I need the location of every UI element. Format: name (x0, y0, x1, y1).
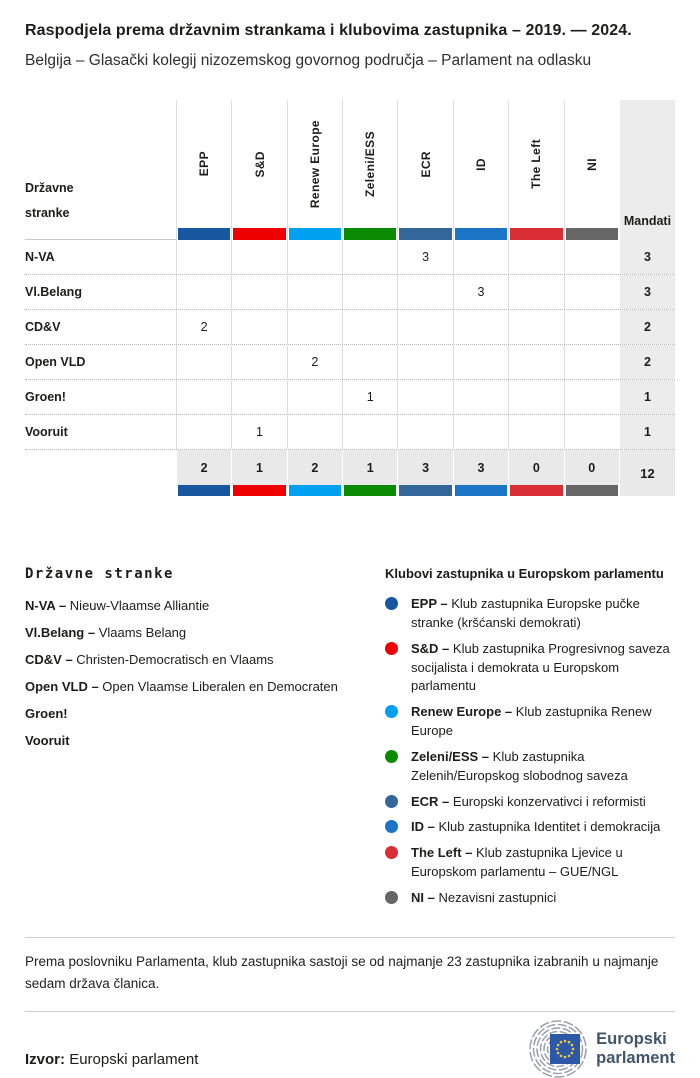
seat-cell-the-left (508, 310, 563, 344)
group-color-dot (385, 642, 398, 655)
group-legend-text (411, 844, 675, 882)
column-total-value: 0 (565, 450, 619, 485)
seat-cell-ni (564, 415, 619, 449)
seat-cell-zeleni-ess (342, 240, 397, 274)
seat-cell-id (453, 310, 508, 344)
party-name: Groen! (25, 390, 66, 404)
grand-total-cell: 12 (619, 450, 675, 496)
group-legend-item-zeleni-ess (385, 748, 675, 786)
group-legend-item-s-d (385, 640, 675, 697)
group-color-bar (510, 485, 562, 496)
column-header-label-wrap (343, 100, 397, 228)
table-row-cd-v (25, 310, 675, 345)
political-groups-legend-title: Klubovi zastupnika u Europskom parlamentu (385, 566, 664, 581)
column-total-id (453, 450, 508, 496)
seat-cell-ni (564, 380, 619, 414)
column-total-value: 2 (288, 450, 342, 485)
source-row (25, 1020, 675, 1078)
group-legend-text (411, 748, 675, 786)
seats-total-cell: 2 (619, 345, 675, 379)
group-color-bar (510, 228, 562, 240)
seat-cell-ni (564, 240, 619, 274)
national-parties-legend-title: Državne stranke (25, 566, 174, 582)
party-legend-item-cd-v (25, 651, 385, 669)
column-header-label: EPP (197, 151, 212, 177)
seat-cell-epp (176, 275, 231, 309)
seat-cell-ecr (397, 415, 452, 449)
column-header-label: ID (474, 157, 489, 171)
party-name: Vooruit (25, 425, 68, 439)
seat-cell-id (453, 240, 508, 274)
column-total-value: 2 (177, 450, 231, 485)
party-legend-desc: Christen-Democratisch en Vlaams (76, 652, 274, 668)
row-header-line2: stranke (25, 206, 70, 221)
table-row-vooruit (25, 415, 675, 450)
party-legend-label: Vooruit (25, 733, 70, 749)
seat-cell-the-left (508, 240, 563, 274)
row-header-label (25, 100, 176, 240)
party-legend-item-groen (25, 705, 385, 723)
seat-cell-ecr (397, 380, 452, 414)
column-total-ni (564, 450, 619, 496)
seat-cell-renew-europe (287, 415, 342, 449)
group-color-bar (399, 485, 451, 496)
seat-cell-zeleni-ess (342, 275, 397, 309)
seat-cell-renew-europe (287, 310, 342, 344)
group-legend-item-ecr (385, 793, 675, 812)
seat-cell-ecr: 3 (397, 240, 452, 274)
national-parties-legend (25, 566, 385, 915)
column-header-label-wrap (454, 100, 508, 228)
seat-cell-s-d (231, 380, 286, 414)
page-subtitle: Belgija – Glasački kolegij nizozemskog govornog područja – Parlament na odlasku (25, 52, 592, 69)
seat-cell-epp (176, 380, 231, 414)
group-legend-label: ID – (411, 819, 439, 835)
group-legend-text (411, 818, 660, 837)
seats-column-header: Mandati (619, 100, 675, 240)
group-color-bar (399, 228, 451, 240)
column-total-value: 1 (343, 450, 397, 485)
group-color-dot (385, 846, 398, 859)
group-color-bar (178, 228, 230, 240)
seat-cell-s-d (231, 240, 286, 274)
group-color-bar (455, 485, 507, 496)
seat-cell-the-left (508, 380, 563, 414)
group-legend-item-ni (385, 889, 675, 908)
page-title: Raspodjela prema državnim strankama i klubovima zastupnika – 2019. — 2024. (25, 22, 632, 39)
seats-total-cell: 1 (619, 380, 675, 414)
table-header-row (25, 100, 675, 240)
group-legend-text (411, 595, 675, 633)
group-color-dot (385, 795, 398, 808)
group-legend-item-renew-europe (385, 703, 675, 741)
seats-total-cell: 3 (619, 240, 675, 274)
group-color-dot (385, 820, 398, 833)
column-header-the-left (508, 100, 563, 240)
group-legend-label: Zeleni/ESS – (411, 748, 493, 764)
political-groups-legend (385, 566, 675, 915)
group-color-bar (289, 485, 341, 496)
column-header-ecr (397, 100, 452, 240)
group-color-bar (233, 228, 285, 240)
party-legend-desc: Open Vlaamse Liberalen en Democraten (102, 679, 338, 695)
ep-logo-line1: Europski (596, 1030, 667, 1049)
column-header-label-wrap (509, 100, 563, 228)
source-value: Europski parlament (69, 1051, 199, 1069)
national-parties-legend-items (25, 597, 385, 750)
column-total-value: 1 (232, 450, 286, 485)
column-total-renew-europe (287, 450, 342, 496)
row-header-line1: Državne (25, 180, 74, 195)
column-header-s-d (231, 100, 286, 240)
seat-cell-zeleni-ess (342, 310, 397, 344)
divider (25, 1011, 675, 1012)
column-header-label-wrap (288, 100, 342, 228)
column-header-renew-europe (287, 100, 342, 240)
column-header-label-wrap (232, 100, 286, 228)
seat-cell-renew-europe (287, 380, 342, 414)
group-color-dot (385, 750, 398, 763)
group-legend-text (411, 793, 646, 812)
totals-label-spacer (25, 450, 176, 496)
seat-cell-id: 3 (453, 275, 508, 309)
party-legend-label: Groen! (25, 706, 68, 722)
column-header-id (453, 100, 508, 240)
group-legend-desc: Nezavisni zastupnici (438, 889, 557, 905)
group-legend-desc: Europski konzervativci i reformisti (452, 793, 646, 809)
seat-cell-epp: 2 (176, 310, 231, 344)
seat-cell-zeleni-ess: 1 (342, 380, 397, 414)
seats-table (25, 100, 675, 496)
group-legend-label: EPP – (411, 596, 452, 611)
seat-cell-ni (564, 275, 619, 309)
column-header-label: ECR (418, 150, 433, 178)
seat-cell-the-left (508, 345, 563, 379)
seat-cell-renew-europe (287, 275, 342, 309)
column-total-the-left (508, 450, 563, 496)
party-legend-label: CD&V – (25, 652, 77, 668)
seat-cell-epp (176, 415, 231, 449)
seat-cell-ni (564, 345, 619, 379)
seat-cell-s-d (231, 275, 286, 309)
party-name: Vl.Belang (25, 285, 82, 299)
group-color-bar (566, 228, 618, 240)
seat-cell-the-left (508, 415, 563, 449)
seat-cell-s-d: 1 (231, 415, 286, 449)
column-header-label: S&D (252, 150, 267, 178)
seat-cell-epp (176, 345, 231, 379)
eu-flag-icon (550, 1034, 580, 1064)
divider (25, 937, 675, 938)
seat-cell-ecr (397, 275, 452, 309)
group-legend-desc: Klub zastupnika Renew Europe (411, 704, 652, 739)
ep-logo (510, 1020, 675, 1078)
ep-logo-wordmark (596, 1030, 675, 1068)
group-color-dot (385, 597, 398, 610)
column-header-label: NI (584, 157, 599, 171)
seat-cell-the-left (508, 275, 563, 309)
seats-total-cell: 1 (619, 415, 675, 449)
group-legend-label: Renew Europe – (411, 704, 516, 720)
column-total-s-d (231, 450, 286, 496)
group-legend-label: NI – (411, 889, 439, 905)
table-row-open-vld (25, 345, 675, 380)
group-legend-item-the-left (385, 844, 675, 882)
column-header-epp (176, 100, 231, 240)
table-row-vl-belang (25, 275, 675, 310)
table-body (25, 240, 675, 450)
party-legend-desc: Vlaams Belang (98, 625, 187, 641)
party-name: CD&V (25, 320, 61, 334)
column-header-label-wrap (398, 100, 452, 228)
column-total-value: 0 (509, 450, 563, 485)
group-legend-text (411, 640, 675, 697)
seat-cell-epp (176, 240, 231, 274)
party-name: Open VLD (25, 355, 86, 369)
group-color-bar (344, 228, 396, 240)
column-header-zeleni-ess (342, 100, 397, 240)
group-legend-item-epp (385, 595, 675, 633)
group-legend-desc: Klub zastupnika Europske pučke stranke (kršćanski demokrati) (411, 596, 640, 630)
group-legend-desc: Klub zastupnika Progresivnog saveza socijalista i demokrata u Europskom parlamentu (411, 640, 670, 694)
group-legend-desc: Klub zastupnika Zelenih/Europskog slobodnog saveza (411, 748, 628, 783)
party-legend-label: N-VA – (25, 598, 70, 613)
column-header-label: Zeleni/ESS (363, 130, 378, 198)
group-legend-text (411, 703, 675, 741)
party-legend-desc: Nieuw-Vlaamse Alliantie (69, 598, 210, 613)
party-legend-item-vooruit (25, 732, 385, 750)
seats-total-cell: 2 (619, 310, 675, 344)
seat-cell-id (453, 380, 508, 414)
party-legend-item-open-vld (25, 678, 385, 696)
column-header-label-wrap (177, 100, 231, 228)
column-total-value: 3 (454, 450, 508, 485)
group-color-bar (344, 485, 396, 496)
seat-cell-id (453, 345, 508, 379)
seat-cell-id (453, 415, 508, 449)
party-legend-label: Open VLD – (25, 679, 103, 695)
party-legend-label: Vl.Belang – (25, 625, 99, 641)
table-row-groen (25, 380, 675, 415)
group-color-bar (178, 485, 230, 496)
column-total-ecr (397, 450, 452, 496)
column-header-label-wrap (565, 100, 619, 228)
group-legend-label: The Left – (411, 845, 477, 861)
group-color-dot (385, 891, 398, 904)
party-legend-item-n-va (25, 597, 385, 615)
seats-total-cell: 3 (619, 275, 675, 309)
group-color-bar (455, 228, 507, 240)
group-legend-label: S&D – (411, 640, 453, 656)
totals-row (25, 450, 675, 496)
column-total-epp (176, 450, 231, 496)
political-groups-legend-items (385, 595, 675, 908)
table-row-n-va (25, 240, 675, 275)
group-legend-desc: Klub zastupnika Identitet i demokracija (438, 819, 661, 835)
seat-cell-ecr (397, 310, 452, 344)
group-legend-desc: Klub zastupnika Ljevice u Europskom parlamentu – GUE/NGL (411, 845, 623, 880)
column-total-zeleni-ess (342, 450, 397, 496)
seat-cell-renew-europe (287, 240, 342, 274)
ep-logo-graphic (510, 1020, 590, 1078)
seat-cell-zeleni-ess (342, 345, 397, 379)
group-color-bar (233, 485, 285, 496)
seat-cell-ni (564, 310, 619, 344)
group-legend-text (411, 889, 556, 908)
group-color-bar (289, 228, 341, 240)
column-header-ni (564, 100, 619, 240)
source-line (25, 1051, 198, 1068)
group-legend-item-id (385, 818, 675, 837)
group-color-dot (385, 705, 398, 718)
group-color-bar (566, 485, 618, 496)
column-header-label: Renew Europe (307, 119, 322, 209)
seat-cell-ecr (397, 345, 452, 379)
seat-cell-s-d (231, 310, 286, 344)
legends (25, 566, 675, 915)
group-legend-label: ECR – (411, 793, 453, 809)
source-label: Izvor: (25, 1051, 66, 1069)
party-name: N-VA (25, 250, 55, 264)
seat-cell-zeleni-ess (342, 415, 397, 449)
footnote: Prema poslovniku Parlamenta, klub zastupnika sastoji se od najmanje 23 zastupnika izabranih u najmanje sedam država članica. (25, 953, 659, 992)
seat-cell-renew-europe: 2 (287, 345, 342, 379)
column-total-value: 3 (398, 450, 452, 485)
column-header-label: The Left (529, 139, 544, 189)
ep-logo-line2: parlament (596, 1049, 675, 1068)
party-legend-item-vl-belang (25, 624, 385, 642)
seat-cell-s-d (231, 345, 286, 379)
